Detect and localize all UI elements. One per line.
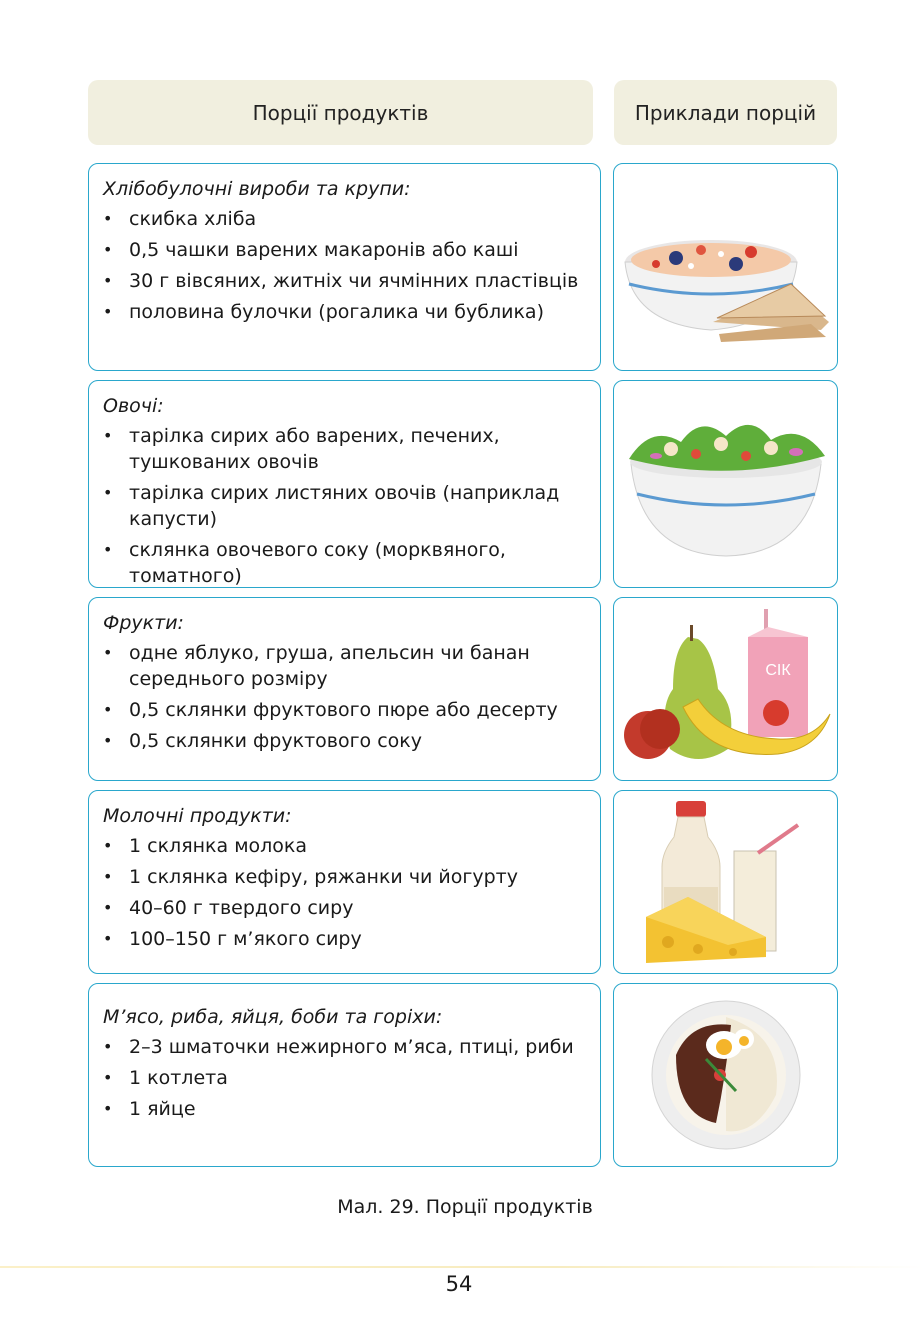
figure-caption: Мал. 29. Порції продуктів <box>337 1196 593 1218</box>
list-item: • 40–60 г твердого сиру <box>101 895 588 921</box>
image-vegetables <box>613 380 838 588</box>
meat-rice-egg-plate-icon <box>646 995 806 1155</box>
juice-label: СІК <box>765 662 791 679</box>
list-item: • 2–3 шматочки нежирного м’яса, птиці, риби <box>101 1034 588 1060</box>
section-dairy <box>88 790 601 974</box>
section-fruits <box>88 597 601 781</box>
list-item: • 100–150 г м’якого сиру <box>101 926 588 952</box>
category-title: Хлібобулочні вироби та крупи: <box>103 178 411 200</box>
image-dairy <box>613 790 838 974</box>
list-item: • 1 склянка молока <box>101 833 588 859</box>
category-title: Молочні продукти: <box>103 805 292 827</box>
page-number: 54 <box>445 1272 473 1296</box>
image-grains <box>613 163 838 371</box>
section-grains <box>88 163 601 371</box>
category-title: М’ясо, риба, яйця, боби та горіхи: <box>103 1006 443 1028</box>
image-fruits <box>613 597 838 781</box>
image-protein <box>613 983 838 1167</box>
header-examples: Приклади порцій <box>614 80 837 145</box>
header-portions: Порції продуктів <box>88 80 593 145</box>
list-item: • 1 котлета <box>101 1065 588 1091</box>
list-item: • 1 склянка кефіру, ряжанки чи йогурту <box>101 864 588 890</box>
list-item: • одне яблуко, груша, апельсин чи банан середнього розміру <box>101 640 588 692</box>
list-item: • половина булочки (рогалика чи бублика) <box>101 299 588 325</box>
section-protein <box>88 983 601 1167</box>
list-item: • 0,5 склянки фруктового соку <box>101 728 588 754</box>
footer-divider <box>0 1266 924 1268</box>
category-title: Фрукти: <box>103 612 184 634</box>
list-item: • 0,5 склянки фруктового пюре або десерту <box>101 697 588 723</box>
porridge-bowl-with-toast-icon <box>621 192 831 342</box>
salad-bowl-icon <box>621 404 831 564</box>
fruits-and-juice-icon <box>618 609 833 769</box>
section-vegetables <box>88 380 601 588</box>
list-item: • скибка хліба <box>101 206 588 232</box>
list-item: • склянка овочевого соку (морквяного, томатного) <box>101 537 588 589</box>
list-item: • 1 яйце <box>101 1096 588 1122</box>
list-item: • тарілка сирих листяних овочів (наприклад капусти) <box>101 480 588 532</box>
category-title: Овочі: <box>103 395 164 417</box>
milk-and-cheese-icon <box>638 797 813 967</box>
list-item: • 0,5 чашки варених макаронів або каші <box>101 237 588 263</box>
list-item: • 30 г вівсяних, житніх чи ячмінних пластівців <box>101 268 588 294</box>
list-item: • тарілка сирих або варених, печених, тушкованих овочів <box>101 423 588 475</box>
